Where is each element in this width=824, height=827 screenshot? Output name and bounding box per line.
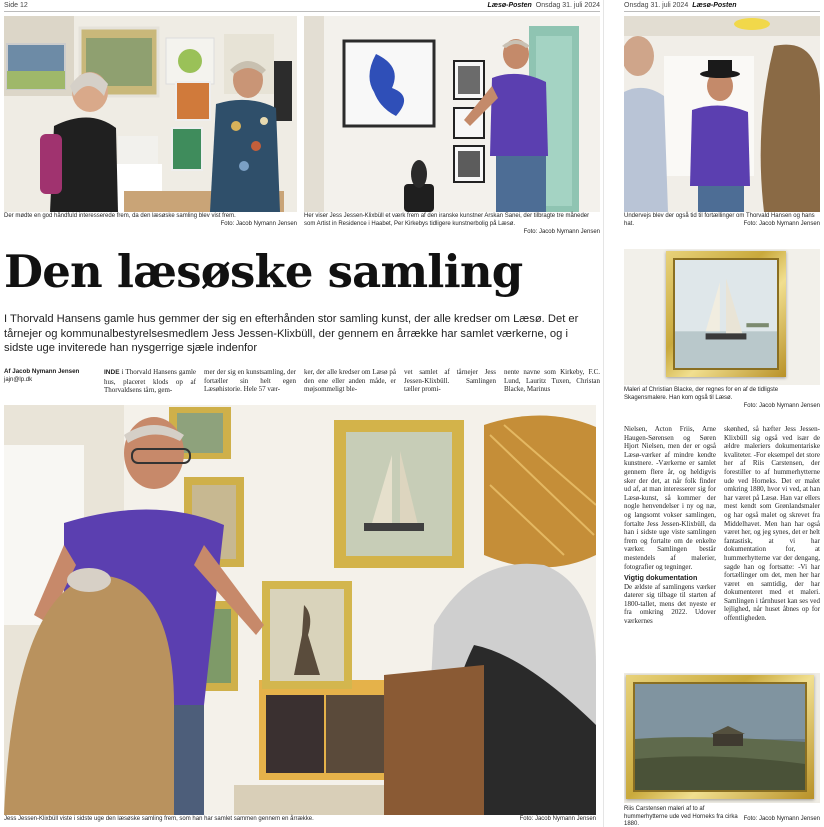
photo-visitors: [4, 16, 297, 212]
photo-caption: Undervejs blev der også tid til fortællinger om Thorvald Hansen og hans hat.: [624, 213, 815, 227]
photo-credit: Foto: Jacob Nymann Jensen: [220, 221, 297, 227]
photo-carstensen-painting: [624, 673, 820, 803]
photo-caption: Jess Jessen-Klixbüll viste i sidste uge den læsøske samling frem, som han har samlet sammen gennem en årrække.: [4, 816, 314, 822]
issue-date: Onsdag 31. juli 2024: [624, 2, 689, 9]
article-column: vet samlet af tårnejer Jess Jessen-Klixbüll. Samlingen tæller promi-: [404, 368, 496, 394]
article-byline: [4, 368, 79, 384]
photo-main: [4, 405, 596, 815]
article-column: [624, 425, 716, 675]
issue-date: Onsdag 31. juli 2024: [535, 2, 600, 9]
page-header-left: [4, 0, 600, 12]
column-text: Nielsen, Acton Friis, Arne Haugen-Sørensen og Søren Hjort Nielsen, men der er også Læsø-værker af mindre kendte kunstnere. -Værkerne er samlet gennem flere år, og heldigvis sker der det, at når folk finder ud af, at man interesserer sig for Læsø-kunst, så kommer der nogle henvendelser i ny og næ, og langsomt vokser samlingen, fortalte Jess Jessen-Klixbüll, da han i sidste uge viste samlingen frem og fortalte om de enkelte værker. Samlingen består mestendels af malerier, fotografier og tegninger.: [624, 425, 716, 571]
photo-blue-artwork: [304, 16, 600, 212]
photo-credit: Foto: Jacob Nymann Jensen: [519, 816, 596, 822]
page-header-right: [624, 0, 820, 12]
page-number: Side 12: [4, 2, 28, 9]
article-kicker: INDE: [104, 369, 120, 376]
photo-man-with-hat: [624, 16, 820, 212]
article-column: ker, der alle kredser om Læsø på den ene eller anden måde, er møjsommeligt ble-: [304, 368, 396, 394]
article-column: [104, 368, 196, 395]
article-column: mer der sig en kunstsamling, der fortæller sin helt egen Læsøhistorie. Hele 57 vær-: [204, 368, 296, 394]
photo-caption: Riis Carstensen maleri af to af hummerhytterne ude ved Horneks fra cirka 1880.: [624, 806, 738, 827]
article-column: nente navne som Kirkeby, F.C. Lund, Lauritz Tuxen, Christan Blacke, Marinus: [504, 368, 600, 394]
photo-credit: Foto: Jacob Nymann Jensen: [743, 221, 820, 227]
photo-credit: Foto: Jacob Nymann Jensen: [743, 403, 820, 409]
page-gutter: [603, 0, 621, 827]
photo-credit: Foto: Jacob Nymann Jensen: [523, 229, 600, 235]
newspaper-brand: Læsø-Posten: [692, 2, 737, 9]
newspaper-brand: Læsø-Posten: [487, 2, 532, 9]
article-column: skønhed, så hæfter Jess Jessen-Klixbüll sig også ved især de ældre maleriers dokumentariske kvaliteter. -For eksempel det store her af Riis Carstensen, der forestiller to af hummerhytterne ude ved Horneks. Det er malet omkring 1880, hvor vi ved, at han har været på Læsø. Han var ellers mest kendt som Grønlandsmaler og har også malet og skrevet fra Middelhavet. Men han har også været her, og jeg synes, det er helt fantastisk, at vi har dokumentation for, at hummerhytterne var der dengang, sagde han og fortsatte: -Vi har fortællinger om det, men her har været en samtidig, der har dokumenteret med et maleri. Samlingen i tårnhuset kan ses ved lejlighed, når huset åbnes op for offentligheden.: [724, 425, 820, 623]
photo-credit: Foto: Jacob Nymann Jensen: [743, 816, 820, 822]
article-headline: Den læsøske samling: [4, 245, 523, 298]
article-lead: I Thorvald Hansens gamle hus gemmer der sig en efterhånden stor samling kunst, der alle kredser om Læsø. Det er tårnejer og kommunalbestyrelsesmedlem Jess Jessen-Klixbüll, der gennem en årrække har samlet værkerne, og i sidste uge inviterede han nysgerrige sjæle indenfor: [4, 313, 579, 354]
author-email: jajn@lp.dk: [4, 377, 33, 383]
column-text: De ældste af samlingens værker daterer sig tilbage til starten af 1800-tallet, mens det nyeste er fra omkring 2022. Udover værkernes: [624, 582, 716, 626]
photo-caption: Her viser Jess Jessen-Klixbüll et værk frem af den iranske kunstner Arskan Sanei, der tilbragte tre måneder som Artist in Residence i Haabet, Per Kirkebys tidligere kunstnerbolig på Læsø.: [304, 213, 590, 227]
photo-caption: Maleri af Christian Blacke, der regnes for en af de tidligste Skagensmalere. Han kom også til Læsø.: [624, 387, 779, 401]
column-text: i Thorvald Hansens gamle hus, placeret klods op af Thorvaldsens tårn, gem-: [104, 368, 196, 395]
article-subhead: Vigtig dokumentation: [624, 573, 698, 583]
photo-caption: Der mødte en god håndfuld interesserede frem, da den læsøske samling blev vist frem.: [4, 213, 236, 219]
photo-blacke-painting: [624, 249, 820, 385]
author-name: Af Jacob Nymann Jensen: [4, 368, 80, 375]
